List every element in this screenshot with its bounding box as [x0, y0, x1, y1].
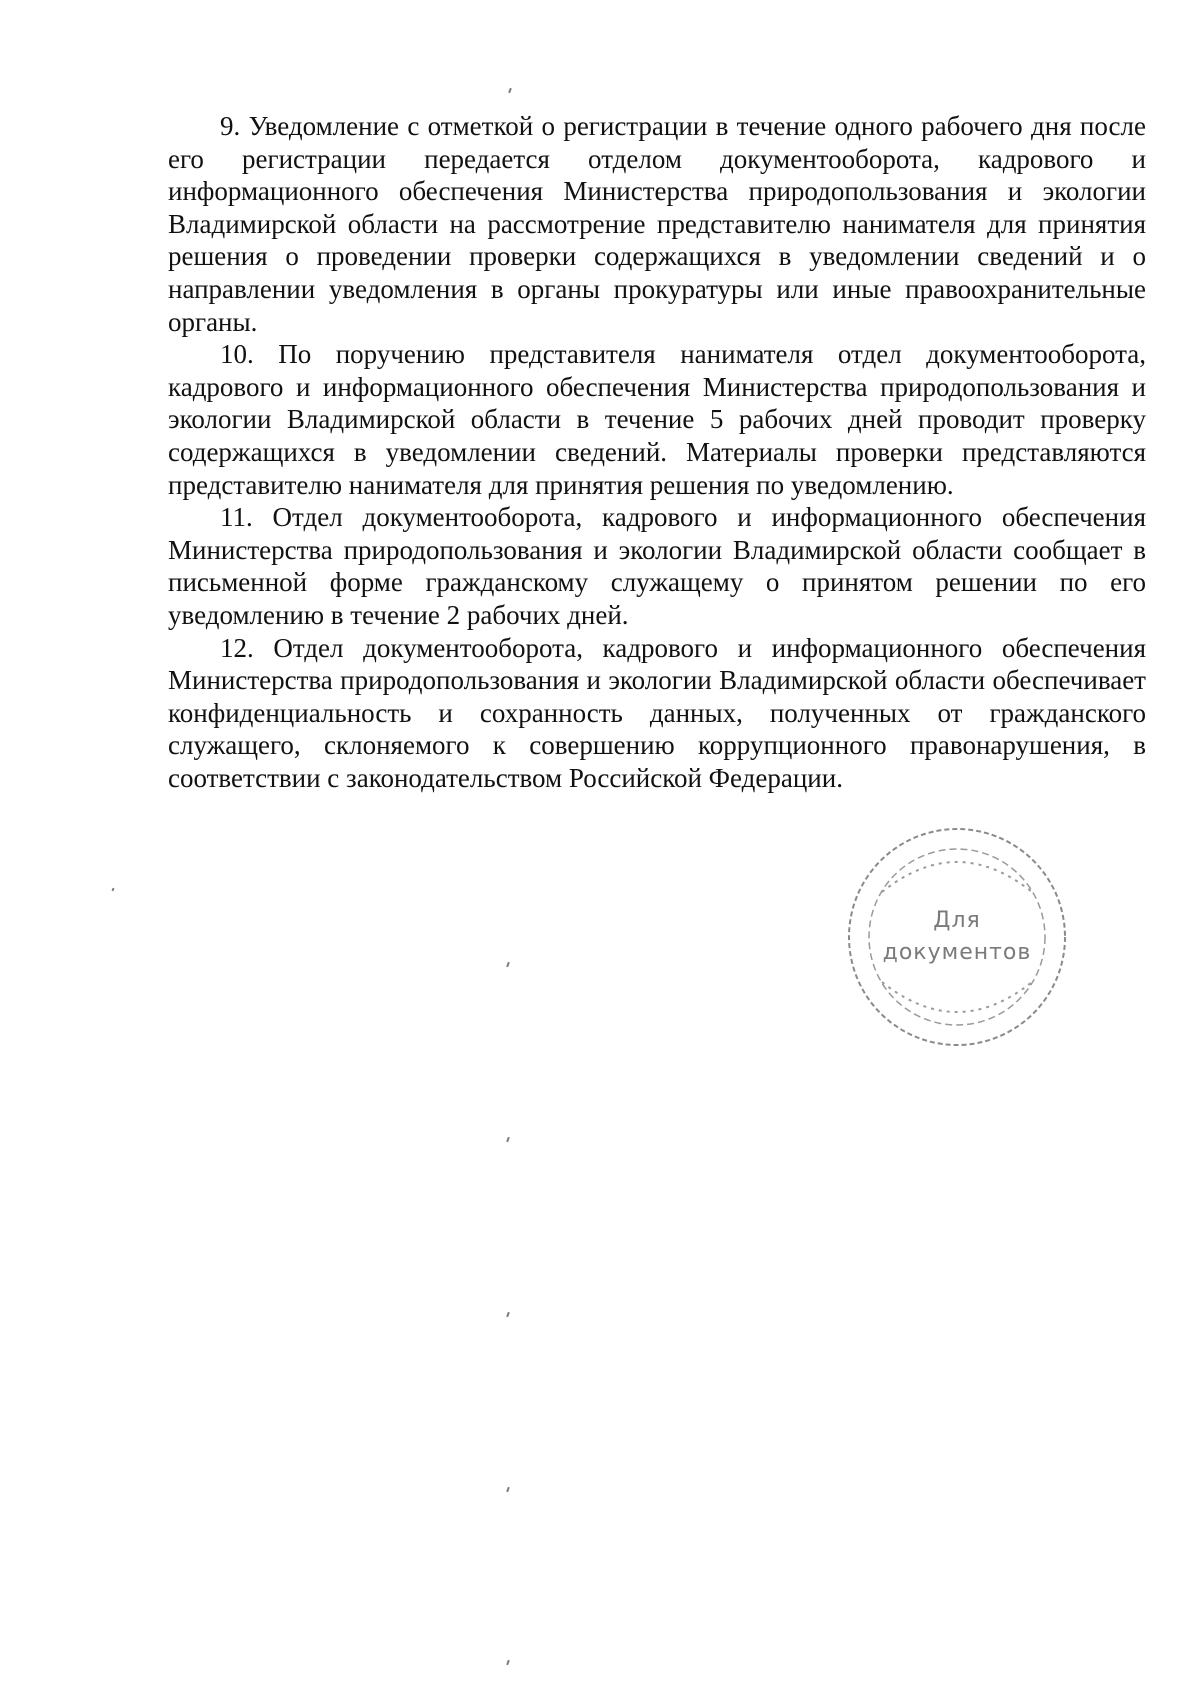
stamp-seal-icon	[842, 822, 1072, 1052]
stamp-text-line-2: документов	[882, 940, 1032, 965]
paragraph-12: 12. Отдел документооборота, кадрового и информационного обеспечения Министерства природопользования и экологии Владимирской области обеспечивает конфиденциальность и сохранность данных, полученных от гражданского служащего, склоняемого к совершению коррупционного правонарушения, в соответствии с законодательством Российской Федерации.	[168, 632, 1146, 793]
scan-speck	[506, 1660, 510, 1665]
scan-speck	[506, 1312, 510, 1317]
scan-speck	[506, 962, 510, 967]
paragraph-11: 11. Отдел документооборота, кадрового и информационного обеспечения Министерства природопользования и экологии Владимирской области сообщает в письменной форме гражданскому служащему о принятом решении по его уведомлению в течение 2 рабочих дней.	[168, 502, 1146, 630]
stamp-text-line-1: Для	[933, 908, 981, 933]
scan-speck	[508, 88, 512, 93]
paragraph-9: 9. Уведомление с отметкой о регистрации в течение одного рабочего дня после его регистрации передается отделом документооборота, кадрового и информационного обеспечения Министерства природопользования и экологии Владимирской области на рассмотрение представителю нанимателя для принятия решения о проведении проверки содержащихся в уведомлении сведений и о направлении уведомления в органы прокуратуры или иные правоохранительные органы.	[168, 111, 1146, 337]
paragraph-10: 10. По поручению представителя нанимателя отдел документооборота, кадрового и информационного обеспечения Министерства природопользования и экологии Владимирской области в течение 5 рабочих дней проводит проверку содержащихся в уведомлении сведений. Материалы проверки представляются представителю нанимателя для принятия решения по уведомлению.	[168, 339, 1146, 500]
official-stamp	[842, 822, 1072, 1052]
scan-speck	[506, 1137, 510, 1142]
scan-speck	[506, 1487, 510, 1492]
document-body	[168, 110, 1146, 794]
scan-speck	[112, 888, 115, 892]
